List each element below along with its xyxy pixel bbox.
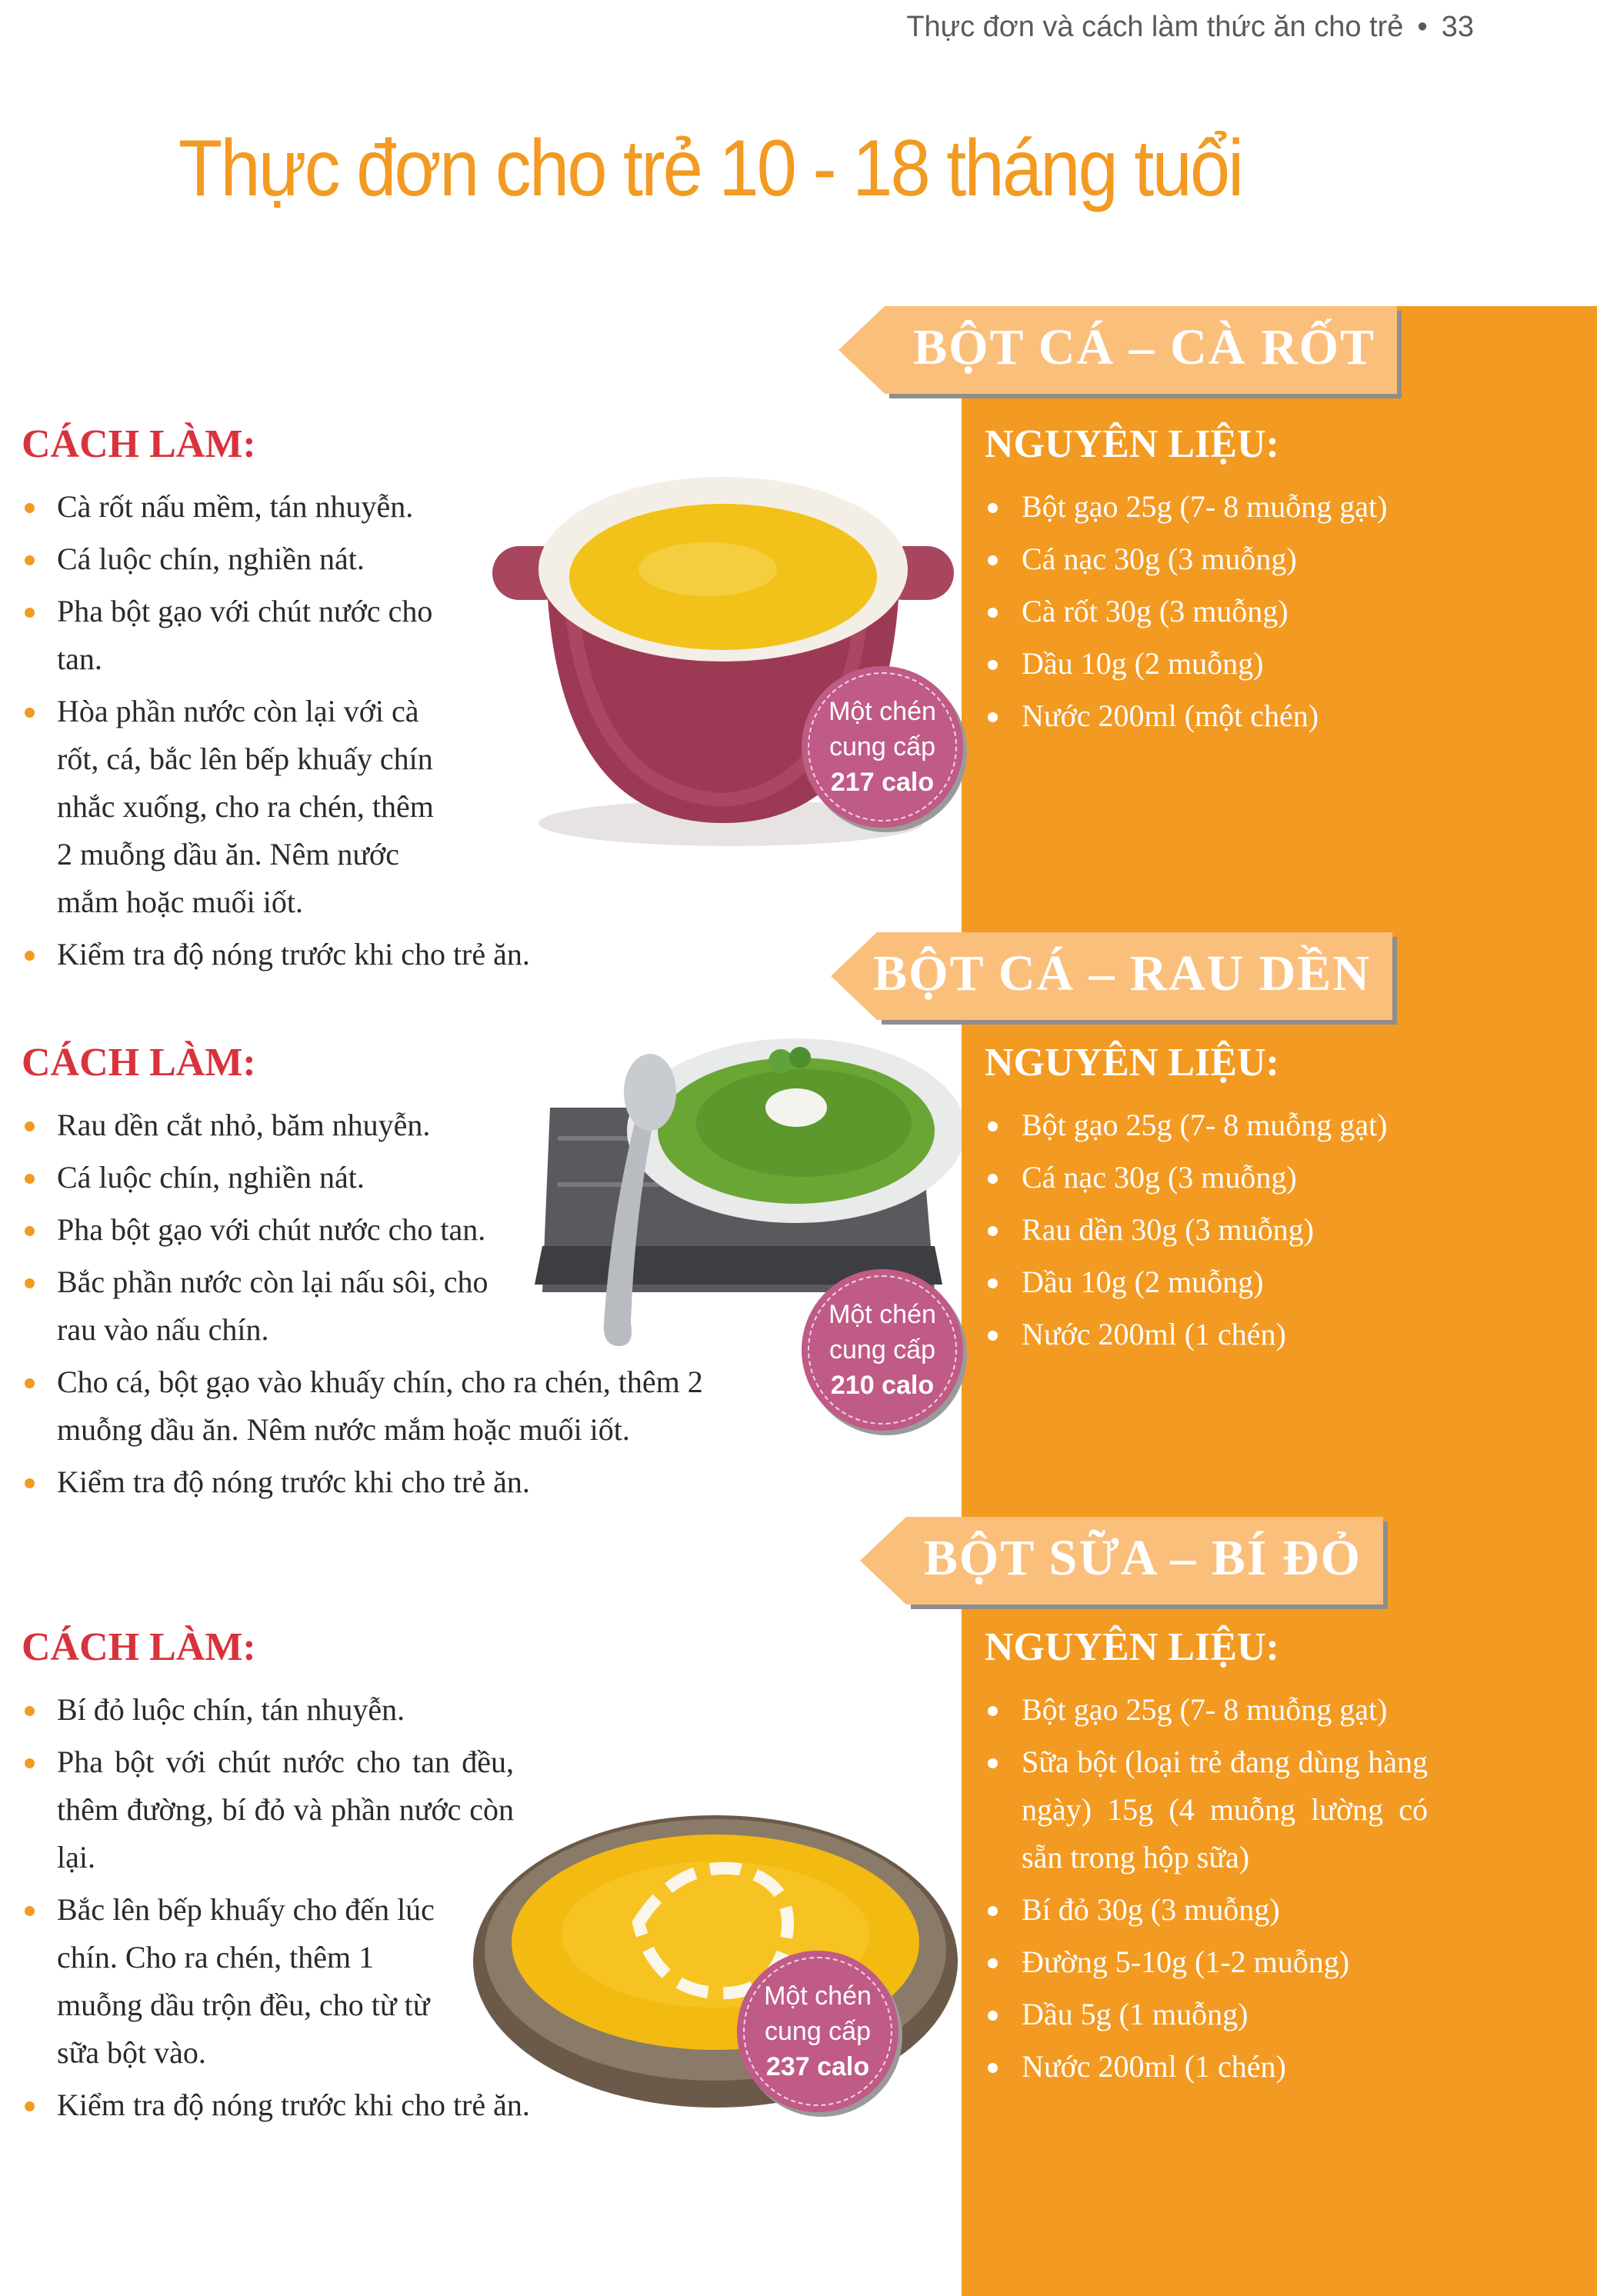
ingredients-list [985, 483, 1428, 745]
list-item: Kiểm tra độ nóng trước khi cho trẻ ăn. [22, 931, 614, 978]
list-item: Cà rốt 30g (3 muỗng) [985, 588, 1428, 635]
recipe-title: BỘT CÁ – CÀ RỐT [913, 319, 1375, 375]
banner-arrow-shape [831, 932, 877, 1020]
header-separator: • [1417, 11, 1428, 43]
list-item: Kiểm tra độ nóng trước khi cho trẻ ăn. [22, 2081, 575, 2129]
list-item: Cá nạc 30g (3 muỗng) [985, 535, 1428, 583]
list-item: Hòa phần nước còn lại với cà rốt, cá, bắc lên bếp khuấy chín nhắc xuống, cho ra chén, thêm 2 muỗng dầu ăn. Nêm nước mắm hoặc muối iốt. [22, 688, 452, 926]
ingredients-list [985, 1101, 1428, 1363]
recipe-title: BỘT CÁ – RAU DỀN [873, 945, 1371, 1001]
banner-arrow-shape [839, 306, 885, 394]
list-item: Sữa bột (loại trẻ đang dùng hàng ngày) 15g (4 muỗng lường có sẵn trong hộp sữa) [985, 1738, 1428, 1881]
list-item: Bột gạo 25g (7- 8 muỗng gạt) [985, 1101, 1428, 1149]
calorie-badge [802, 666, 963, 828]
method-heading: CÁCH LÀM: [22, 1041, 256, 1085]
recipe-banner-1 [885, 306, 1397, 394]
recipe-banner-2 [873, 932, 1392, 1020]
badge-line1: Một chén [829, 697, 936, 726]
list-item: Pha bột gạo với chút nước cho tan. [22, 588, 460, 683]
calorie-badge [737, 1951, 899, 2112]
list-item: Cà rốt nấu mềm, tán nhuyễn. [22, 483, 614, 531]
list-item: Dầu 5g (1 muỗng) [985, 1991, 1428, 2038]
list-item: Bột gạo 25g (7- 8 muỗng gạt) [985, 483, 1428, 531]
list-item: Pha bột gạo với chút nước cho tan. [22, 1206, 729, 1254]
list-item: Đường 5-10g (1-2 muỗng) [985, 1938, 1428, 1986]
banner-arrow-shape [860, 1517, 906, 1605]
ingredients-heading: NGUYÊN LIỆU: [985, 1625, 1279, 1669]
recipe-title: BỘT SỮA – BÍ ĐỎ [923, 1530, 1362, 1586]
list-item: Kiểm tra độ nóng trước khi cho trẻ ăn. [22, 1458, 729, 1506]
page-title: Thực đơn cho trẻ 10 - 18 tháng tuổi [178, 124, 1242, 213]
list-item: Nước 200ml (1 chén) [985, 2043, 1428, 2091]
ingredients-heading: NGUYÊN LIỆU: [985, 1041, 1279, 1085]
badge-line2: cung cấp [765, 2017, 871, 2046]
list-item: Cá luộc chín, nghiền nát. [22, 1154, 729, 1201]
badge-line1: Một chén [764, 1981, 872, 2011]
calorie-badge [802, 1269, 963, 1431]
list-item: Bắc lên bếp khuấy cho đến lúc chín. Cho ra chén, thêm 1 muỗng dầu trộn đều, cho từ từ sữa bột vào. [22, 1886, 452, 2077]
badge-calories: 210 calo [830, 1371, 935, 1400]
recipe-banner-3 [906, 1517, 1383, 1605]
list-item: Rau dền 30g (3 muỗng) [985, 1206, 1428, 1254]
list-item: Dầu 10g (2 muỗng) [985, 1258, 1428, 1306]
list-item: Dầu 10g (2 muỗng) [985, 640, 1428, 688]
badge-calories: 237 calo [765, 2052, 870, 2081]
list-item: Nước 200ml (1 chén) [985, 1311, 1428, 1358]
list-item: Bắc phần nước còn lại nấu sôi, cho rau vào nấu chín. [22, 1258, 514, 1354]
badge-line2: cung cấp [829, 732, 935, 761]
ingredients-heading: NGUYÊN LIỆU: [985, 422, 1279, 466]
list-item: Bí đỏ luộc chín, tán nhuyễn. [22, 1686, 575, 1734]
list-item: Bí đỏ 30g (3 muỗng) [985, 1886, 1428, 1934]
list-item: Bột gạo 25g (7- 8 muỗng gạt) [985, 1686, 1428, 1734]
running-header [906, 11, 1474, 44]
page-number: 33 [1441, 11, 1474, 43]
method-heading: CÁCH LÀM: [22, 1625, 256, 1669]
list-item: Nước 200ml (một chén) [985, 692, 1428, 740]
list-item: Cá luộc chín, nghiền nát. [22, 535, 614, 583]
list-item: Pha bột với chút nước cho tan đều, thêm đường, bí đỏ và phần nước còn lại. [22, 1738, 514, 1881]
ingredients-list [985, 1686, 1428, 2095]
running-title: Thực đơn và cách làm thức ăn cho trẻ [906, 11, 1404, 43]
list-item: Rau dền cắt nhỏ, băm nhuyễn. [22, 1101, 729, 1149]
badge-calories: 217 calo [830, 768, 935, 797]
list-item: Cho cá, bột gạo vào khuấy chín, cho ra chén, thêm 2 muỗng dầu ăn. Nêm nước mắm hoặc muối iốt. [22, 1358, 729, 1454]
badge-line1: Một chén [829, 1300, 936, 1329]
badge-line2: cung cấp [829, 1335, 935, 1365]
method-heading: CÁCH LÀM: [22, 422, 256, 466]
list-item: Cá nạc 30g (3 muỗng) [985, 1154, 1428, 1201]
